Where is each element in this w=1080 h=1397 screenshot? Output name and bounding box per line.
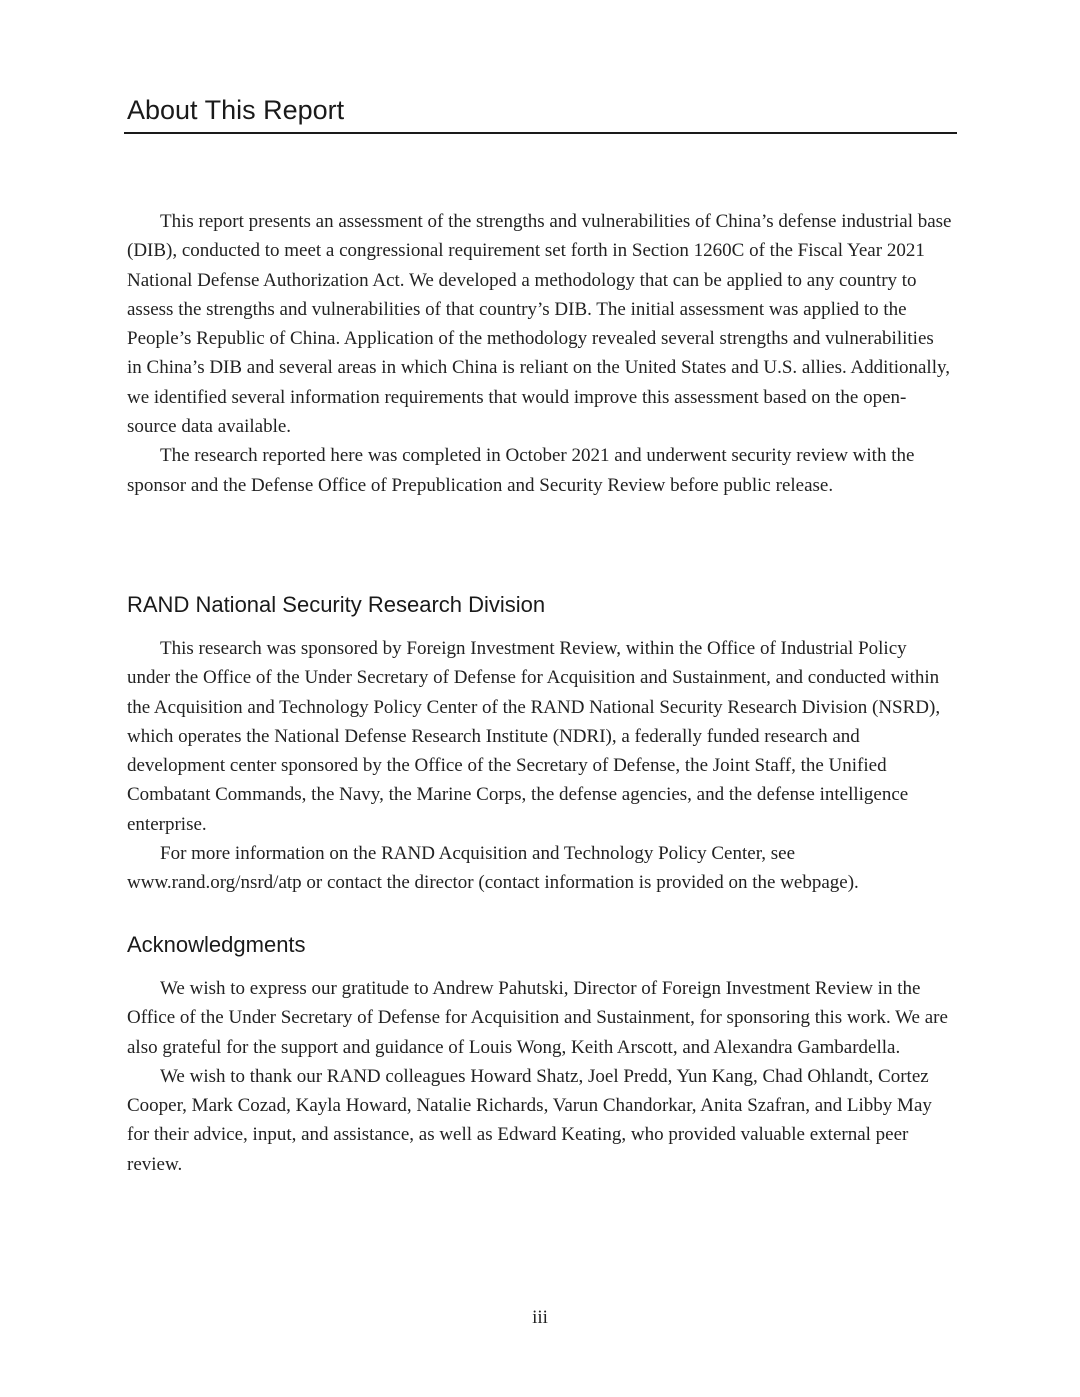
section-paragraph: For more information on the RAND Acquisition and Technology Policy Center, see www.rand.org/nsrd/atp or contact the director (contact information is provided on the webpage). (127, 843, 859, 894)
section-paragraph: We wish to thank our RAND colleagues Howard Shatz, Joel Predd, Yun Kang, Chad Ohlandt, Cortez Cooper, Mark Cozad, Kayla Howard, Natalie Richards, Varun Chandorkar, Anita Szafran, and Libby May for their advice, input, and assistance, as well as Edward Keating, who provided valuable external peer review. (127, 1065, 932, 1175)
intro-paragraph: This report presents an assessment of the strengths and vulnerabilities of China’s defense industrial base (DIB), conducted to meet a congressional requirement set forth in Section 1260C of the Fiscal Year 2021 National Defense Authorization Act. We developed a methodology that can be applied to any country to assess the strengths and vulnerabilities of that country’s DIB. The initial assessment was applied to the People’s Republic of China. Application of the methodology revealed several strengths and vulnerabilities in China’s DIB and several areas in which China is reliant on the United States and U.S. allies. Additionally, we identified several information requirements that would improve this assessment based on the open-source data available. (127, 211, 952, 438)
page-title: About This Report (127, 95, 345, 125)
page-number: iii (532, 1307, 548, 1328)
section-body-acknowledgments (127, 974, 952, 1179)
intro-body (127, 207, 952, 500)
section-paragraph: This research was sponsored by Foreign Investment Review, within the Office of Industrial Policy under the Office of the Under Secretary of Defense for Acquisition and Sustainment, and conducted within the Acquisition and Technology Policy Center of the RAND National Security Research Division (NSRD), which operates the National Defense Research Institute (NDRI), a federally funded research and development center sponsored by the Office of the Secretary of Defense, the Joint Staff, the Unified Combatant Commands, the Navy, the Marine Corps, the defense agencies, and the defense intelligence enterprise. (127, 638, 941, 835)
title-underline (124, 132, 957, 134)
section-paragraph: We wish to express our gratitude to Andrew Pahutski, Director of Foreign Investment Review in the Office of the Under Secretary of Defense for Acquisition and Sustainment, for sponsoring this work. We are also grateful for the support and guidance of Louis Wong, Keith Arscott, and Alexandra Gambardella. (127, 978, 948, 1058)
section-heading-acknowledgments: Acknowledgments (127, 932, 306, 957)
section-body-nsrd (127, 634, 952, 898)
intro-paragraph: The research reported here was completed in October 2021 and underwent security review with the sponsor and the Defense Office of Prepublication and Security Review before public release. (127, 445, 915, 496)
section-heading-nsrd: RAND National Security Research Division (127, 592, 546, 617)
